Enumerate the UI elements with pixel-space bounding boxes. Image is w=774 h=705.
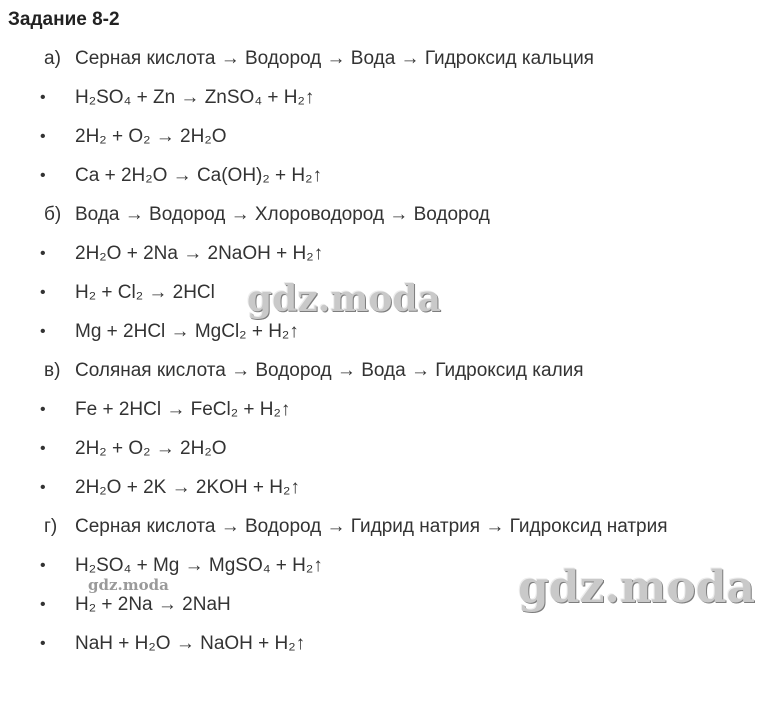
reaction-equation: 2H₂O + 2K → 2KOH + H₂↑ [75, 477, 300, 498]
reaction-equation: H₂SO₄ + Zn → ZnSO₄ + H₂↑ [75, 87, 315, 108]
reaction-equation: 2H₂ + O₂ → 2H₂O [75, 126, 227, 147]
section-chain-text: Вода → Водород → Хлороводород → Водород [75, 204, 490, 225]
bullet-icon: • [40, 245, 46, 262]
bullet-icon: • [40, 635, 46, 652]
reaction-equation: Ca + 2H₂O → Ca(OH)₂ + H₂↑ [75, 165, 323, 186]
reaction-equation: 2H₂ + O₂ → 2H₂O [75, 438, 227, 459]
bullet-icon: • [40, 440, 46, 457]
reaction-equation: 2H₂O + 2Na → 2NaOH + H₂↑ [75, 243, 324, 264]
section-chain-text: Серная кислота → Водород → Гидрид натрия → Гидроксид натрия [75, 516, 668, 537]
section-chain-text: Серная кислота → Водород → Вода → Гидроксид кальция [75, 48, 594, 69]
section-chain-text: Соляная кислота → Водород → Вода → Гидроксид калия [75, 360, 584, 381]
section-marker: в) [44, 360, 61, 381]
page-title: Задание 8-2 [8, 9, 120, 30]
reaction-equation: H₂ + 2Na → 2NaH [75, 594, 231, 615]
watermark: gdz.moda [247, 278, 441, 320]
bullet-icon: • [40, 479, 46, 496]
section-marker: а) [44, 48, 61, 69]
bullet-icon: • [40, 89, 46, 106]
bullet-icon: • [40, 323, 46, 340]
reaction-equation: Fe + 2HCl → FeCl₂ + H₂↑ [75, 399, 291, 420]
bullet-icon: • [40, 557, 46, 574]
reaction-equation: H₂ + Cl₂ → 2HCl [75, 282, 215, 303]
bullet-icon: • [40, 128, 46, 145]
bullet-icon: • [40, 284, 46, 301]
watermark: gdz.moda [88, 576, 169, 594]
section-marker: г) [44, 516, 58, 537]
bullet-icon: • [40, 401, 46, 418]
reaction-equation: H₂SO₄ + Mg → MgSO₄ + H₂↑ [75, 555, 323, 576]
bullet-icon: • [40, 167, 46, 184]
watermark: gdz.moda [518, 562, 756, 613]
bullet-icon: • [40, 596, 46, 613]
section-marker: б) [44, 204, 62, 225]
reaction-equation: Mg + 2HCl → MgCl₂ + H₂↑ [75, 321, 299, 342]
reaction-equation: NaH + H₂O → NaOH + H₂↑ [75, 633, 306, 654]
